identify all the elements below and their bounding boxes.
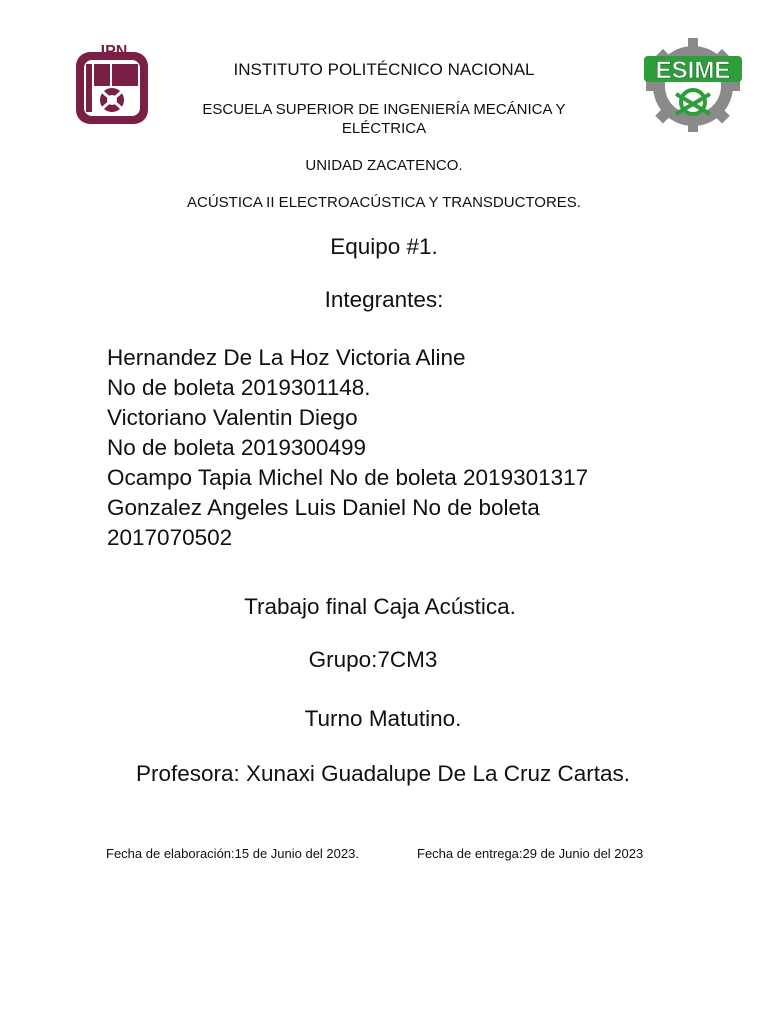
group: Grupo:7CM3 bbox=[308, 647, 438, 672]
team-number: Equipo #1. bbox=[330, 234, 438, 259]
member-line: Hernandez De La Hoz Victoria Aline bbox=[107, 345, 466, 370]
member-line: No de boleta 2019301148. bbox=[107, 375, 371, 400]
school-name-line-1: ESCUELA SUPERIOR DE INGENIERÍA MECÁNICA Y bbox=[202, 101, 566, 118]
institute-name: INSTITUTO POLITÉCNICO NACIONAL bbox=[233, 60, 535, 79]
member-line: No de boleta 2019300499 bbox=[107, 435, 366, 460]
esime-logo-text: ESIME bbox=[655, 57, 731, 84]
members-list bbox=[107, 343, 707, 553]
member-line: Gonzalez Angeles Luis Daniel No de boleta bbox=[107, 495, 540, 520]
project-title: Trabajo final Caja Acústica. bbox=[244, 594, 516, 619]
shift: Turno Matutino. bbox=[304, 706, 462, 731]
school-name bbox=[0, 100, 768, 138]
members-heading: Integrantes: bbox=[324, 287, 444, 312]
member-line: Victoriano Valentin Diego bbox=[107, 405, 358, 430]
member-line: 2017070502 bbox=[107, 525, 233, 550]
teacher: Profesora: Xunaxi Guadalupe De La Cruz Cartas. bbox=[135, 761, 630, 786]
elaboration-date: Fecha de elaboración:15 de Junio del 2023. bbox=[106, 846, 359, 861]
unit-name: UNIDAD ZACATENCO. bbox=[305, 157, 463, 174]
course-name: ACÚSTICA II ELECTROACÚSTICA Y TRANSDUCTORES. bbox=[187, 194, 581, 211]
delivery-date: Fecha de entrega:29 de Junio del 2023 bbox=[417, 846, 644, 861]
ipn-logo-text: IPN bbox=[100, 43, 128, 60]
member-line: Ocampo Tapia Michel No de boleta 2019301317 bbox=[107, 465, 589, 490]
school-name-line-2: ELÉCTRICA bbox=[341, 120, 427, 137]
